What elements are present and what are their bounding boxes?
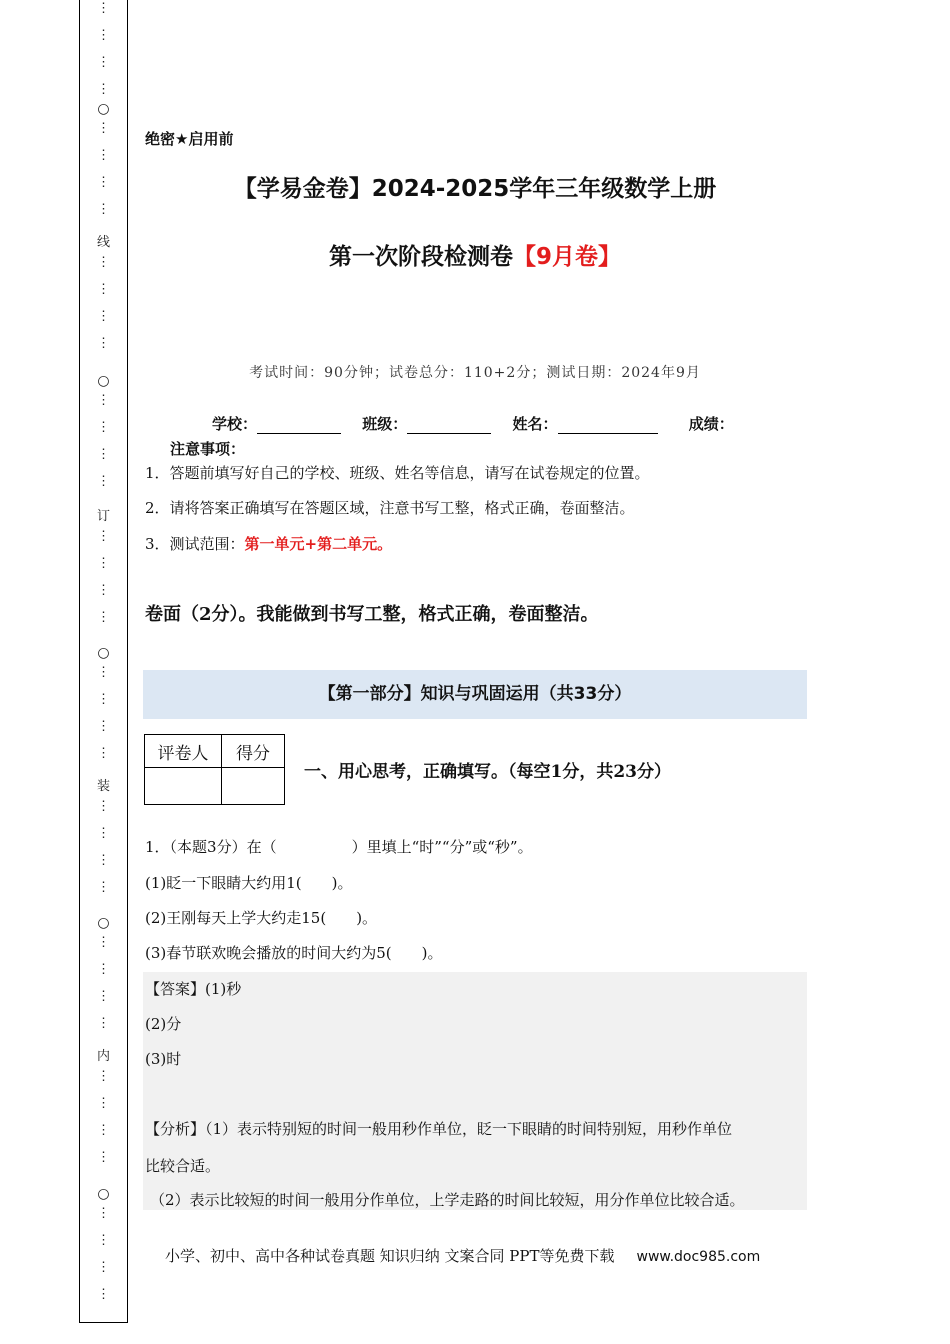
answer-panel	[143, 972, 807, 1210]
score-label: 成绩：	[688, 415, 734, 433]
notice-item-3-prefix: 3．测试范围：	[145, 535, 245, 553]
analysis-line-3: （2）表示比较短的时间一般用分作单位，上学走路的时间比较短，用分作单位比较合适。	[150, 1191, 745, 1209]
name-blank[interactable]	[558, 417, 658, 434]
footer	[165, 1245, 760, 1266]
notice-item-2: 2．请将答案正确填写在答题区域，注意书写工整，格式正确，卷面整洁。	[145, 499, 635, 517]
confidential-label: 绝密★启用前	[145, 130, 234, 148]
footer-link[interactable]: www.doc985.com	[636, 1249, 761, 1265]
binding-dots: ⋮	[97, 121, 110, 136]
binding-dots: ⋮	[97, 28, 110, 43]
question1-sub3: (3)春节联欢晚会播放的时间大约为5( )。	[145, 944, 443, 962]
name-label: 姓名：	[512, 415, 558, 433]
binding-dots: ⋮	[97, 336, 110, 351]
binding-dots: ⋮	[97, 1260, 110, 1275]
binding-dots: ⋮	[97, 202, 110, 217]
section1-title: 一、用心思考，正确填写。（每空1分，共23分）	[304, 762, 671, 782]
subtitle-main: 第一次阶段检测卷	[328, 244, 513, 270]
answer-line-1: 【答案】(1)秒	[145, 980, 242, 998]
analysis-line-1: 【分析】（1）表示特别短的时间一般用秒作单位，眨一下眼睛的时间特别短，用秒作单位	[145, 1120, 733, 1138]
question1-stem: 1．（本题3分）在（ ）里填上“时”“分”或“秒”。	[145, 838, 533, 856]
score-header: 得分	[222, 735, 285, 768]
part1-banner: 【第一部分】知识与巩固运用（共33分）	[143, 670, 807, 719]
binding-dots: ⋮	[97, 853, 110, 868]
binding-label: 订	[96, 509, 110, 524]
binding-dots: ⋮	[97, 474, 110, 489]
answer-line-3: (3)时	[145, 1050, 182, 1068]
class-blank[interactable]	[407, 417, 491, 434]
binding-dots: ⋮	[97, 826, 110, 841]
question1-sub1: (1)眨一下眼睛大约用1( )。	[145, 874, 353, 892]
binding-dots: ⋮	[97, 583, 110, 598]
binding-dots: ⋮	[97, 1069, 110, 1084]
binding-dots: ⋮	[97, 1016, 110, 1031]
binding-dots: ⋮	[97, 962, 110, 977]
binding-dots: ⋮	[97, 255, 110, 270]
binding-dots: ⋮	[97, 1, 110, 16]
binding-circle-icon: ○	[97, 373, 110, 389]
binding-dots: ⋮	[97, 719, 110, 734]
footer-text: 小学、初中、高中各种试卷真题 知识归纳 文案合同 PPT等免费下载	[165, 1247, 615, 1265]
binding-label: 内	[96, 1049, 110, 1064]
exam-info: 考试时间：90分钟；试卷总分：110+2分；测试日期：2024年9月	[249, 365, 701, 381]
grader-cell[interactable]	[145, 768, 222, 805]
school-blank[interactable]	[257, 417, 341, 434]
binding-dots: ⋮	[97, 148, 110, 163]
exam-title: 【学易金卷】2024-2025学年三年级数学上册	[233, 176, 717, 202]
binding-dots: ⋮	[97, 1150, 110, 1165]
binding-dots: ⋮	[97, 1123, 110, 1138]
grader-header: 评卷人	[145, 735, 222, 768]
binding-label: 线	[96, 235, 110, 250]
binding-circle-icon: ○	[97, 915, 110, 931]
binding-dots: ⋮	[97, 447, 110, 462]
binding-dots: ⋮	[97, 935, 110, 950]
binding-dots: ⋮	[97, 989, 110, 1004]
binding-dots: ⋮	[97, 420, 110, 435]
binding-dots: ⋮	[97, 880, 110, 895]
binding-dots: ⋮	[97, 799, 110, 814]
question1-sub2: (2)王刚每天上学大约走15( )。	[145, 909, 378, 927]
exam-subtitle	[0, 235, 950, 271]
binding-dots: ⋮	[97, 282, 110, 297]
school-label: 学校：	[212, 415, 258, 433]
class-label: 班级：	[362, 415, 408, 433]
student-info-row	[212, 413, 734, 434]
answer-line-2: (2)分	[145, 1015, 182, 1033]
binding-dots: ⋮	[97, 665, 110, 680]
binding-dots: ⋮	[97, 610, 110, 625]
binding-circle-icon: ○	[97, 1186, 110, 1202]
subtitle-month: 【9月卷】	[512, 244, 621, 270]
notice-item-3	[145, 533, 392, 554]
binding-circle-icon: ○	[97, 101, 110, 117]
binding-dots: ⋮	[97, 1287, 110, 1302]
binding-dots: ⋮	[97, 309, 110, 324]
notice-title: 注意事项：	[170, 440, 246, 458]
binding-dots: ⋮	[97, 175, 110, 190]
binding-dots: ⋮	[97, 746, 110, 761]
binding-dots: ⋮	[97, 1233, 110, 1248]
analysis-line-2: 比较合适。	[145, 1157, 221, 1175]
binding-dots: ⋮	[97, 393, 110, 408]
notice-item-1: 1．答题前填写好自己的学校、班级、姓名等信息，请写在试卷规定的位置。	[145, 464, 650, 482]
binding-dots: ⋮	[97, 1206, 110, 1221]
binding-dots: ⋮	[97, 556, 110, 571]
binding-dots: ⋮	[97, 692, 110, 707]
neatness-note: 卷面（2分）。我能做到书写工整，格式正确，卷面整洁。	[145, 604, 599, 625]
score-cell[interactable]	[222, 768, 285, 805]
binding-dots: ⋮	[97, 1096, 110, 1111]
binding-dots: ⋮	[97, 529, 110, 544]
binding-label: 装	[96, 779, 110, 794]
grading-table	[144, 734, 285, 805]
binding-circle-icon: ○	[97, 645, 110, 661]
binding-dots: ⋮	[97, 82, 110, 97]
notice-item-3-range: 第一单元+第二单元。	[244, 535, 393, 553]
binding-dots: ⋮	[97, 55, 110, 70]
